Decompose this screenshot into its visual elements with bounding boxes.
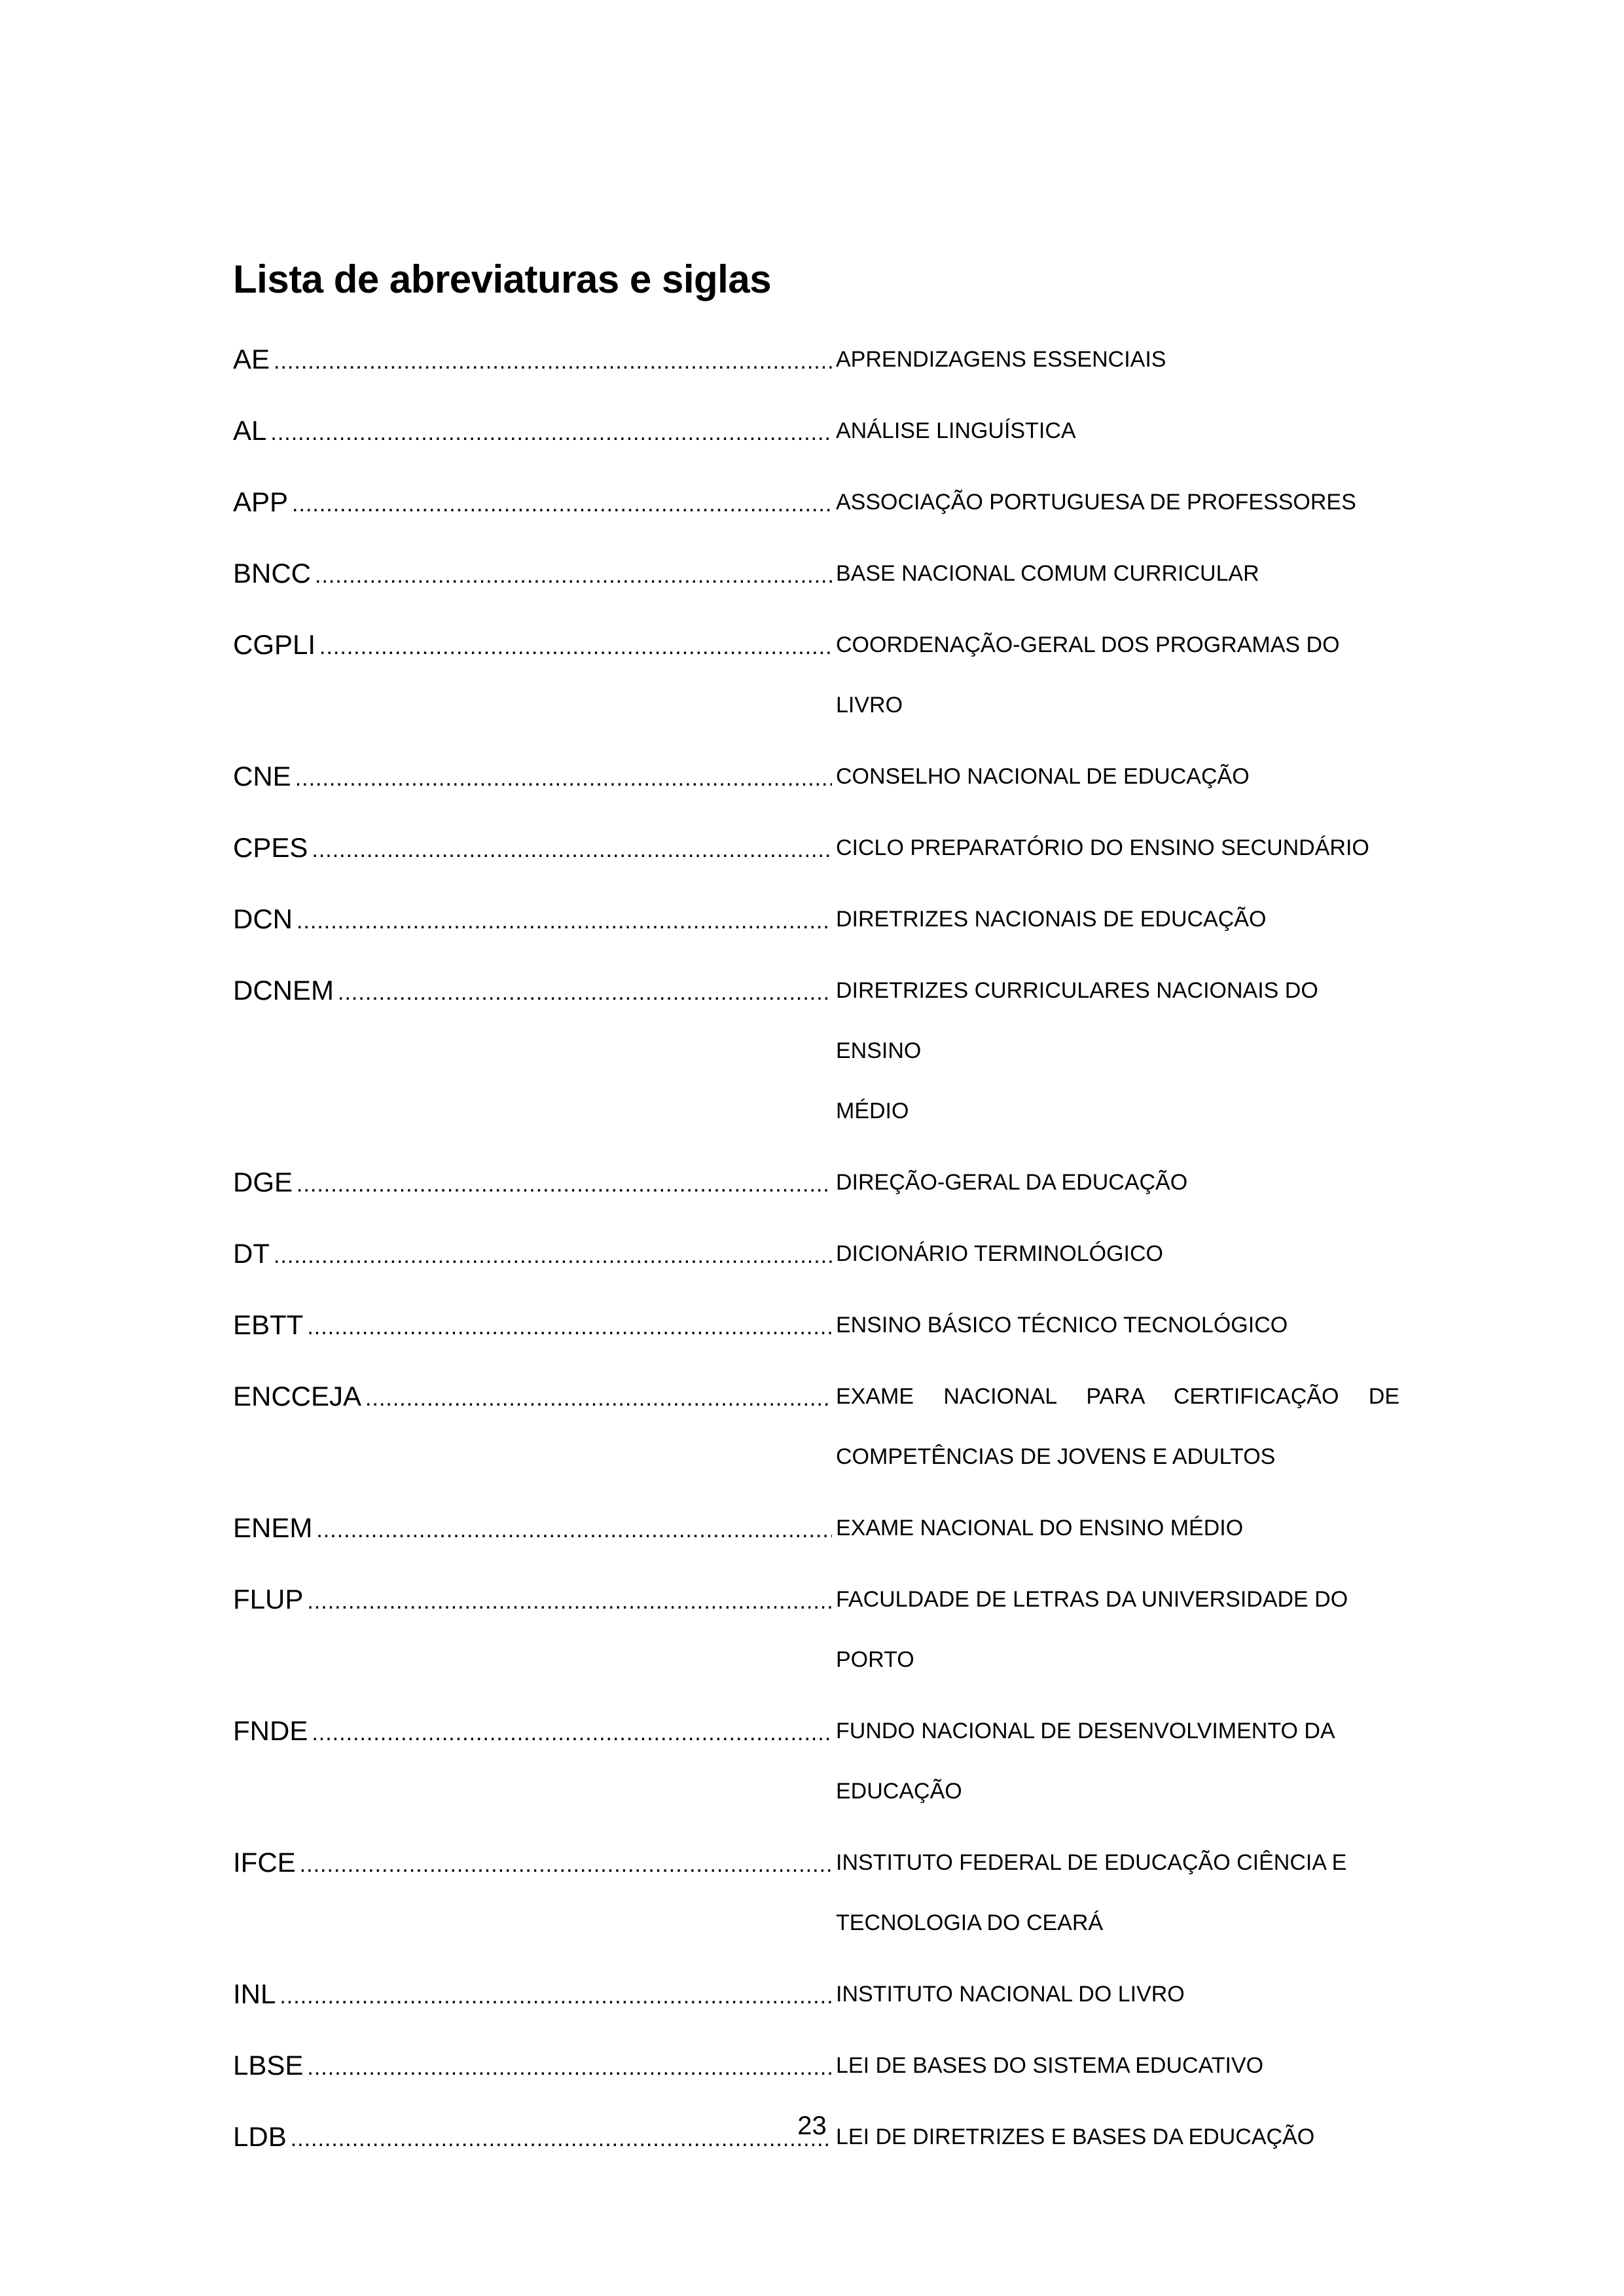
definition-line: DIRETRIZES NACIONAIS DE EDUCAÇÃO (836, 907, 1267, 932)
dot-leader (307, 1571, 832, 1631)
abbreviation-cell (233, 960, 836, 1021)
definition-line: COMPETÊNCIAS DE JOVENS E ADULTOS (836, 1444, 1276, 1469)
abbreviation-entry (233, 746, 1399, 807)
definition (836, 1366, 1399, 1487)
definition-line: INSTITUTO FEDERAL DE EDUCAÇÃO CIÊNCIA E (836, 1850, 1347, 1875)
definition-line: CONSELHO NACIONAL DE EDUCAÇÃO (836, 764, 1250, 789)
definition-line: LEI DE DIRETRIZES E BASES DA EDUCAÇÃO (836, 2124, 1315, 2149)
abbreviation: APP (233, 486, 289, 517)
definition-line: ASSOCIAÇÃO PORTUGUESA DE PROFESSORES (836, 490, 1356, 515)
dot-leader (315, 545, 832, 606)
dot-leader (365, 1368, 832, 1429)
abbreviation-entry (233, 472, 1399, 532)
abbreviation-cell (233, 329, 836, 390)
abbreviation-cell (233, 746, 836, 807)
dot-leader (274, 331, 832, 392)
dot-leader (338, 962, 832, 1023)
abbreviation-entry (233, 1832, 1399, 1953)
dot-leader (312, 820, 832, 880)
definition-line: COORDENAÇÃO-GERAL DOS PROGRAMAS DO LIVRO (836, 632, 1340, 718)
page-number: 23 (797, 2111, 827, 2140)
abbreviation-entry (233, 1224, 1399, 1284)
abbreviation-entry (233, 1295, 1399, 1355)
abbreviation-entry (233, 401, 1399, 461)
abbreviation-entry (233, 1152, 1399, 1212)
abbreviation-entry (233, 1701, 1399, 1821)
definition-line: DIRETRIZES CURRICULARES NACIONAIS DO ENSINO (836, 978, 1318, 1063)
abbreviation-entry (233, 329, 1399, 390)
abbreviation-entry (233, 1498, 1399, 1558)
page-title: Lista de abreviaturas e siglas (233, 257, 772, 302)
abbreviation-cell (233, 1295, 836, 1355)
abbreviation-entry (233, 543, 1399, 604)
abbreviation-cell (233, 1964, 836, 2024)
dot-leader (312, 1703, 832, 1763)
dot-leader (307, 1297, 832, 1357)
definition (836, 1964, 1399, 2024)
definition-line: EXAME NACIONAL PARA CERTIFICAÇÃO DE (836, 1384, 1399, 1409)
abbreviation: CNE (233, 761, 291, 792)
abbreviation: ENEM (233, 1512, 313, 1543)
definition (836, 889, 1399, 949)
abbreviation: FLUP (233, 1584, 304, 1614)
definition (836, 960, 1399, 1141)
abbreviation-entry (233, 1569, 1399, 1690)
definition (836, 1224, 1399, 1284)
definition (836, 1569, 1399, 1690)
definition (836, 329, 1399, 390)
dot-leader (319, 617, 832, 677)
definition-line: DIREÇÃO-GERAL DA EDUCAÇÃO (836, 1170, 1188, 1195)
dot-leader (300, 1834, 832, 1895)
definition (836, 1152, 1399, 1212)
dot-leader (280, 1966, 832, 2026)
abbreviation-cell (233, 543, 836, 604)
abbreviation-cell (233, 1152, 836, 1212)
abbreviation-cell (233, 1569, 836, 1630)
abbreviation-cell (233, 401, 836, 461)
abbreviation-cell (233, 1701, 836, 1761)
abbreviation-entry (233, 2035, 1399, 2096)
abbreviation: EBTT (233, 1309, 304, 1340)
definition-line: CICLO PREPARATÓRIO DO ENSINO SECUNDÁRIO (836, 835, 1369, 860)
abbreviation: AL (233, 415, 267, 446)
abbreviation-entry (233, 1366, 1399, 1487)
abbreviation-cell (233, 818, 836, 878)
definition (836, 615, 1399, 735)
abbreviation: DT (233, 1238, 270, 1269)
abbreviation: CGPLI (233, 629, 316, 660)
dot-leader (274, 1226, 832, 1286)
abbreviation-entry (233, 889, 1399, 949)
abbreviation: ENCCEJA (233, 1381, 362, 1412)
definition (836, 1498, 1399, 1558)
abbreviation-cell (233, 1832, 836, 1893)
abbreviation: BNCC (233, 558, 312, 589)
abbreviation-cell (233, 889, 836, 949)
definition-line: LEI DE BASES DO SISTEMA EDUCATIVO (836, 2053, 1264, 2078)
abbreviation: DCN (233, 903, 293, 934)
row-spacer (233, 1821, 1399, 1832)
definition-line: ANÁLISE LINGUÍSTICA (836, 418, 1076, 443)
row-spacer (233, 1487, 1399, 1498)
dot-leader (292, 474, 832, 534)
definition (836, 472, 1399, 532)
abbreviation: DCNEM (233, 975, 334, 1006)
abbreviation-entry (233, 1964, 1399, 2024)
abbreviation: LBSE (233, 2050, 304, 2081)
abbreviation-entry (233, 615, 1399, 735)
row-spacer (233, 1953, 1399, 1964)
definition-line: EXAME NACIONAL DO ENSINO MÉDIO (836, 1516, 1244, 1540)
definition (836, 1295, 1399, 1355)
definition-line: MÉDIO (836, 1099, 909, 1123)
definition-line: DICIONÁRIO TERMINOLÓGICO (836, 1241, 1163, 1266)
definition-line: PORTO (836, 1647, 914, 1672)
definition-line: INSTITUTO NACIONAL DO LIVRO (836, 1982, 1185, 2007)
abbreviation-cell (233, 615, 836, 675)
abbreviation-list (233, 329, 1399, 2178)
definition (836, 543, 1399, 604)
definition (836, 746, 1399, 807)
row-spacer (233, 1141, 1399, 1152)
abbreviation-cell (233, 1366, 836, 1427)
definition-line: TECNOLOGIA DO CEARÁ (836, 1910, 1104, 1935)
row-spacer (233, 1690, 1399, 1701)
abbreviation-cell (233, 1224, 836, 1284)
abbreviation: AE (233, 344, 270, 374)
abbreviation-cell (233, 1498, 836, 1558)
dot-leader (297, 891, 832, 951)
abbreviation: FNDE (233, 1715, 308, 1746)
definition (836, 818, 1399, 878)
definition (836, 401, 1399, 461)
definition (836, 2035, 1399, 2096)
definition-line: FUNDO NACIONAL DE DESENVOLVIMENTO DA (836, 1719, 1335, 1743)
abbreviation-cell (233, 472, 836, 532)
definition (836, 1701, 1399, 1821)
definition-line: APRENDIZAGENS ESSENCIAIS (836, 347, 1166, 372)
dot-leader (297, 1154, 832, 1214)
definition (836, 1832, 1399, 1953)
abbreviation: IFCE (233, 1847, 296, 1878)
definition-line: EDUCAÇÃO (836, 1779, 962, 1804)
dot-leader (316, 1500, 832, 1560)
dot-leader (270, 403, 832, 463)
definition-line: BASE NACIONAL COMUM CURRICULAR (836, 561, 1259, 586)
abbreviation: CPES (233, 832, 308, 863)
abbreviation: LDB (233, 2121, 287, 2152)
abbreviation-entry (233, 818, 1399, 878)
definition-line: ENSINO BÁSICO TÉCNICO TECNOLÓGICO (836, 1313, 1288, 1338)
row-spacer (233, 735, 1399, 746)
dot-leader (307, 2037, 832, 2098)
abbreviation: DGE (233, 1167, 293, 1197)
abbreviation-entry (233, 960, 1399, 1141)
abbreviation-cell (233, 2035, 836, 2096)
definition-line: FACULDADE DE LETRAS DA UNIVERSIDADE DO (836, 1587, 1348, 1612)
dot-leader (295, 748, 832, 809)
abbreviation: INL (233, 1978, 276, 2009)
